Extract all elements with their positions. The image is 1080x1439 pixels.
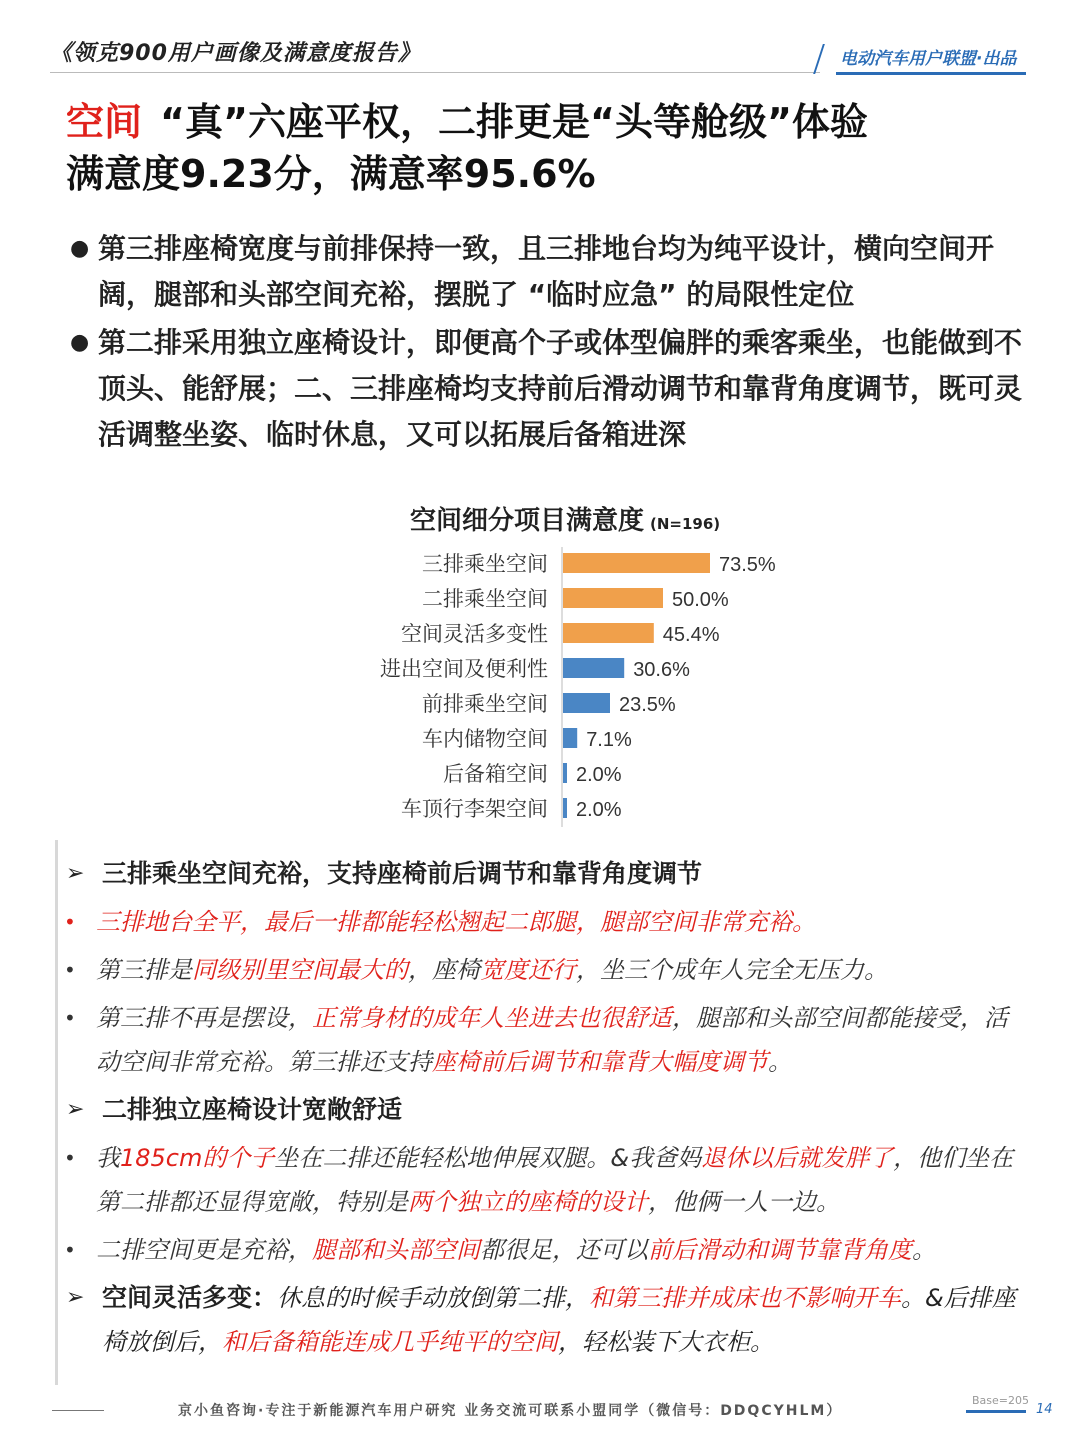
quote-item — [62, 948, 1022, 992]
quote-item — [62, 996, 1022, 1084]
data-label: 7.1% — [586, 729, 632, 751]
category-label: 车顶行李架空间 — [401, 797, 548, 821]
quote-heading-text: 空间灵活多变： — [102, 1283, 278, 1312]
summary-bullet-text: 第三排座椅宽度与前排保持一致，且三排地台均为纯平设计，横向空间开阔，腿部和头部空间充裕，摆脱了 “临时应急” 的局限性定位 — [98, 232, 995, 311]
quote-text: ，他们坐在第二排都还显得宽敞，特别是 — [96, 1144, 1014, 1216]
quote-item — [62, 1136, 1022, 1224]
quote-highlight: 三排地台全平，最后一排都能轻松翘起二郎腿，腿部空间非常充裕。 — [96, 908, 816, 936]
quote-highlight: 两个独立的座椅的设计 — [408, 1188, 648, 1216]
quote-text: 第三排不再是摆设， — [96, 1004, 312, 1032]
chart-title — [410, 500, 720, 537]
summary-bullet — [70, 226, 1030, 318]
quote-text: ，腿部和头部空间都能接受，活动空间非常充裕。第三排还支持 — [96, 1004, 1008, 1076]
headline-line-1 — [66, 96, 868, 148]
quote-highlight: 185cm的个子 — [120, 1144, 275, 1172]
page-headline — [66, 96, 868, 200]
quote-text: 坐在二排还能轻松地伸展双腿。&我爸妈 — [274, 1144, 702, 1172]
category-label: 空间灵活多变性 — [401, 622, 548, 646]
quote-text: 二排空间更是充裕， — [96, 1236, 312, 1264]
bar — [563, 728, 577, 748]
data-label: 2.0% — [576, 764, 622, 786]
quote-highlight: 腿部和头部空间 — [312, 1236, 480, 1264]
category-label: 三排乘坐空间 — [422, 552, 548, 576]
arrow-right-icon: ➢ — [66, 861, 85, 886]
quote-text: 。&后排座椅放倒后， — [102, 1284, 1016, 1356]
data-label: 30.6% — [633, 659, 690, 681]
quote-item — [62, 1228, 1022, 1272]
quote-highlight: 前后滑动和调节靠背角度 — [648, 1236, 912, 1264]
headline-line1-text: “真”六座平权，二排更是“头等舱级”体验 — [160, 100, 868, 144]
bar — [563, 763, 567, 783]
bar — [563, 623, 654, 643]
category-label: 前排乘坐空间 — [422, 692, 548, 716]
bullet-dot-icon: ● — [70, 330, 90, 355]
summary-bullet-text: 第二排采用独立座椅设计，即便高个子或体型偏胖的乘客乘坐，也能做到不顶头、能舒展；二、三排座椅均支持前后滑动调节和靠背角度调节，既可灵活调整坐姿、临时休息，又可以拓展后备箱进深 — [98, 326, 1023, 451]
summary-bullet — [70, 320, 1030, 458]
satisfaction-bar-chart — [340, 545, 860, 835]
summary-bullets — [70, 226, 1030, 460]
quote-text: ，坐三个成年人完全无压力。 — [576, 956, 888, 984]
category-label: 进出空间及便利性 — [380, 657, 548, 681]
quote-highlight: 座椅前后调节和靠背大幅度调节 — [432, 1048, 768, 1076]
quote-text: 第三排是 — [96, 956, 192, 984]
bar — [563, 658, 624, 678]
quote-highlight: 同级别里空间最大的 — [192, 956, 408, 984]
headline-line-2: 满意度9.23分，满意率95.6% — [66, 152, 596, 196]
quote-text: ，轻松装下大衣柜。 — [558, 1328, 774, 1356]
category-label: 后备箱空间 — [443, 762, 548, 786]
bullet-icon: • — [64, 958, 76, 982]
quote-highlight: 正常身材的成年人坐进去也很舒适 — [312, 1004, 672, 1032]
quote-heading-text: 二排独立座椅设计宽敞舒适 — [102, 1095, 403, 1124]
quote-section-bar — [55, 840, 58, 1385]
bullet-icon: • — [64, 1146, 76, 1170]
quote-highlight: 和后备箱能连成几乎纯平的空间 — [222, 1328, 558, 1356]
bullet-dot-icon: ● — [70, 236, 90, 261]
quote-text: 。 — [768, 1048, 792, 1076]
quote-heading — [62, 1088, 1022, 1132]
footer-divider — [52, 1410, 104, 1411]
bar — [563, 798, 567, 818]
quote-heading — [62, 1276, 1022, 1364]
quote-highlight: 退休以后就发胖了 — [701, 1144, 894, 1172]
arrow-right-icon: ➢ — [66, 1097, 85, 1122]
arrow-right-icon: ➢ — [66, 1285, 85, 1310]
category-label: 车内储物空间 — [422, 727, 548, 751]
data-label: 23.5% — [619, 694, 676, 716]
chart-sample-size: (N=196) — [650, 515, 721, 533]
quote-text: ，他俩一人一边。 — [648, 1188, 840, 1216]
page-number: 14 — [1036, 1402, 1053, 1417]
quote-heading-text: 三排乘坐空间充裕，支持座椅前后调节和靠背角度调节 — [102, 859, 703, 888]
bullet-icon: • — [64, 1006, 76, 1030]
quote-text: 我 — [96, 1144, 120, 1172]
category-label: 二排乘坐空间 — [422, 587, 548, 611]
user-quotes — [62, 852, 1022, 1368]
data-label: 73.5% — [719, 554, 776, 576]
quote-highlight: 和第三排并成床也不影响开车 — [589, 1284, 902, 1312]
data-label: 45.4% — [662, 624, 720, 646]
quote-text: 都很足，还可以 — [480, 1236, 648, 1264]
bar — [563, 553, 710, 573]
bar — [563, 588, 663, 608]
quote-text: 。 — [912, 1236, 936, 1264]
quote-highlight: 宽度还行 — [480, 956, 576, 984]
footer-text: 京小鱼咨询·专注于新能源汽车用户研究 业务交流可联系小盟同学（微信号：DDQCYHLM） — [178, 1403, 843, 1419]
bullet-icon: • — [64, 1238, 76, 1262]
bullet-icon: • — [64, 910, 76, 934]
data-label: 2.0% — [576, 799, 622, 821]
base-count: Base=205 — [972, 1394, 1029, 1407]
footer-accent-bar — [966, 1410, 1026, 1413]
header-divider — [50, 72, 820, 73]
bar — [563, 693, 610, 713]
report-title: 《领克900用户画像及满意度报告》 — [50, 41, 421, 66]
chart-title-text: 空间细分项目满意度 — [410, 506, 645, 536]
headline-red-word: 空间 — [66, 100, 143, 144]
quote-text: 休息的时候手动放倒第二排， — [277, 1284, 590, 1312]
data-label: 50.0% — [672, 589, 729, 611]
quote-text: ，座椅 — [408, 956, 480, 984]
quote-item — [62, 900, 1022, 944]
brand-underline — [836, 72, 1026, 75]
brand-label: 电动汽车用户联盟·出品 — [840, 49, 1017, 69]
quote-heading — [62, 852, 1022, 896]
